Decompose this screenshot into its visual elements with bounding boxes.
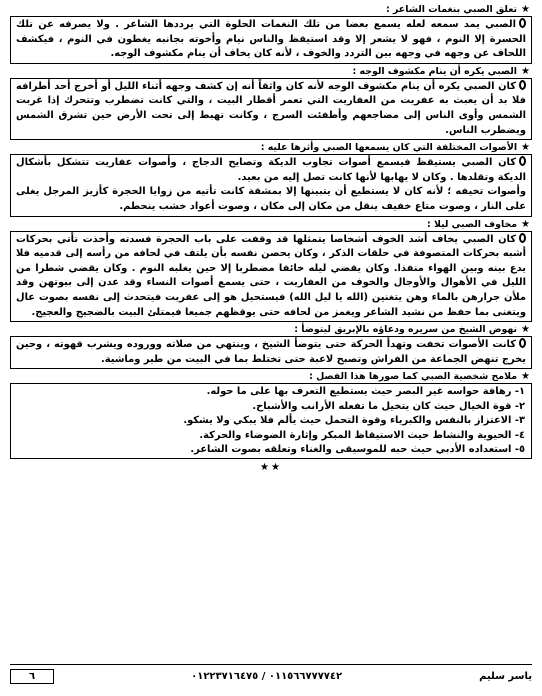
section-text: كان الصبي يستيقظ فيسمع أصوات تجاوب الديكة وتصايح الدجاج ، وأصوات عفاريت تتشكل بأشكال الديكة وتقلدها . وكان لا يهابها لأنها كانت تصل إليه من بعيد. <box>16 157 526 183</box>
bullet-ring-icon <box>519 233 526 243</box>
section-3 <box>10 142 532 216</box>
section-box <box>10 78 532 140</box>
section-5 <box>10 324 532 369</box>
list-item: ٣- الاعتزاز بالنفس والكبرياء وقوة التحمل حيث يألم فلا يبكي ولا يشكو. <box>183 415 525 427</box>
section-box <box>10 231 532 323</box>
list-item: ٢- قوة الخيال حيث كان يتخيل ما تفعله الأرانب والأشباح. <box>252 400 525 412</box>
section-box <box>10 154 532 216</box>
page-number: ٦ <box>10 669 54 684</box>
traits-list <box>10 383 532 459</box>
bullet-ring-icon <box>519 80 526 90</box>
section-heading-text: الأصوات المختلفة التي كان يسمعها الصبي وأثرها عليه : <box>260 142 518 154</box>
traits-section <box>10 371 532 475</box>
section-text: كانت الأصوات تخفت وتهدأ الحركة حتى يتوضأ الشيخ ، وينتهي من صلاته ووروده ويشرب قهوته ، وحين يخرج تنهض الجماعة من الفراش وتصبح لاعبة حتى تختلط بما في البيت من طير وماشية. <box>16 339 526 365</box>
section-text: كان الصبي يكره أن ينام مكشوف الوجه لأنه كان واثقاً أنه إن كشف وجهه أثناء الليل أو أخرج أحد أطرافه فلا بد أن يعبث به عفريت من العفاريت التي تعمر أقطار البيت ، والتي كانت تضطرب وتتحرك إذا غربت الشمس وأوى الناس إلى مضاجعهم وأطفئت السرج ، وكانت تهبط إلى تحت الأرض حين تشرق الشمس ويضطرب الناس. <box>16 80 526 136</box>
section-heading <box>10 142 532 154</box>
section-heading <box>10 219 532 231</box>
section-heading-text: الصبي يكره أن ينام مكشوف الوجه : <box>352 65 518 77</box>
list-item: ٤- الحيوية والنشاط حيث الاستيقاظ المبكر وإثارة الضوضاء والحركة. <box>199 429 525 441</box>
bullet-ring-icon <box>519 18 526 28</box>
list-item: ٥- استعداده الأدبي حيث حبه للموسيقى والغناء وتعلقه بصوت الشاعر. <box>190 443 525 455</box>
section-4 <box>10 219 532 323</box>
section-1 <box>10 4 532 64</box>
star-icon: ★ <box>521 324 530 336</box>
section-2 <box>10 66 532 140</box>
bullet-ring-icon <box>519 156 526 166</box>
phone-numbers: ٠١١٥٦٦٧٧٧٧٤٢ / ٠١٢٢٣٧١٦٤٧٥ <box>191 670 343 682</box>
section-box <box>10 16 532 64</box>
star-icon: ★ <box>521 65 530 77</box>
section-text: كان الصبي يخاف أشد الخوف أشخاصا يتمثلها قد وقفت على باب الحجرة فسدته وأخذت تأتي بحركات أشبه بحركات المتصوفة في حلقات الذكر ، وكان يحصن نفسه بأن يلتف في لحافه من رأسه إلى قدميه فلا يدع بينه وبين الهواء منفذا. وكان يقضي ليله خائفا مضطربا إلا حين يغلبه النوم . وكان يقضي شطرا من الليل في الأهوال والأوجال والخوف من العفاريت ، حتى يسمع أصوات النساء وقد عدن إلى بيوتهن وقد ملأن جرارهن بالماء وهن يتغنين (الله يا ليل الله) فيستحيل هو إلى عفريت فيتحدث إلى نفسه بصوت عال ويتغنى بما حفظ من نشيد الشاعر ويغمز من لحافه حتى يوقظهم جميعا فيمتلئ البيت بالضجيج والعجيج. <box>16 233 526 318</box>
traits-heading <box>10 371 532 383</box>
star-icon: ★ <box>521 371 530 383</box>
section-heading-text: مخاوف الصبي ليلا : <box>426 218 518 230</box>
list-item: ١- رهافة حواسه غير البصر حيث يستطيع التعرف بها على ما حوله. <box>206 386 525 398</box>
bullet-ring-icon <box>519 338 526 348</box>
section-heading <box>10 4 532 16</box>
section-heading <box>10 324 532 336</box>
star-icon: ★ <box>521 4 530 15</box>
author-name: ياسر سليم <box>479 670 532 682</box>
star-icon: ★ <box>521 142 530 154</box>
section-box <box>10 336 532 369</box>
section-heading-text: تعلق الصبي بنغمات الشاعر : <box>385 4 518 15</box>
page-footer <box>10 664 532 687</box>
traits-heading-text: ملامح شخصية الصبي كما صورها هذا الفصل : <box>309 371 518 383</box>
section-heading <box>10 66 532 78</box>
section-heading-text: نهوض الشيخ من سريره ودعاؤه بالإبريق ليتوضأ : <box>294 324 518 336</box>
section-text-2: وأصوات تخيفه ؛ لأنه كان لا يستطيع أن يتبينها إلا بمشقة كانت تأتيه من زوايا الحجرة كأزيز المرجل يغلى على النار ، وصوت متاع خفيف ينقل من مكان إلى مكان ، وصوت أعواد خشب ينحطم. <box>16 186 526 212</box>
end-stars-icon: ★★ <box>260 462 282 474</box>
section-text: الصبي يمد سمعه لعله يسمع بعضا من تلك النغمات الحلوة التي يرددها الشاعر . ولا يصرفه عن تلك الحسرة إلا النوم ، فهو لا يشعر إلا وقد استيقظ والناس نيام وأخوته بجانبه يغطون في النوم ، فيكشف اللحاف عن وجهه في وجهه بين التردد والخوف ، لأنه كان يخاف أن ينام مكشوف الوجه. <box>16 19 526 60</box>
star-icon: ★ <box>521 218 530 230</box>
